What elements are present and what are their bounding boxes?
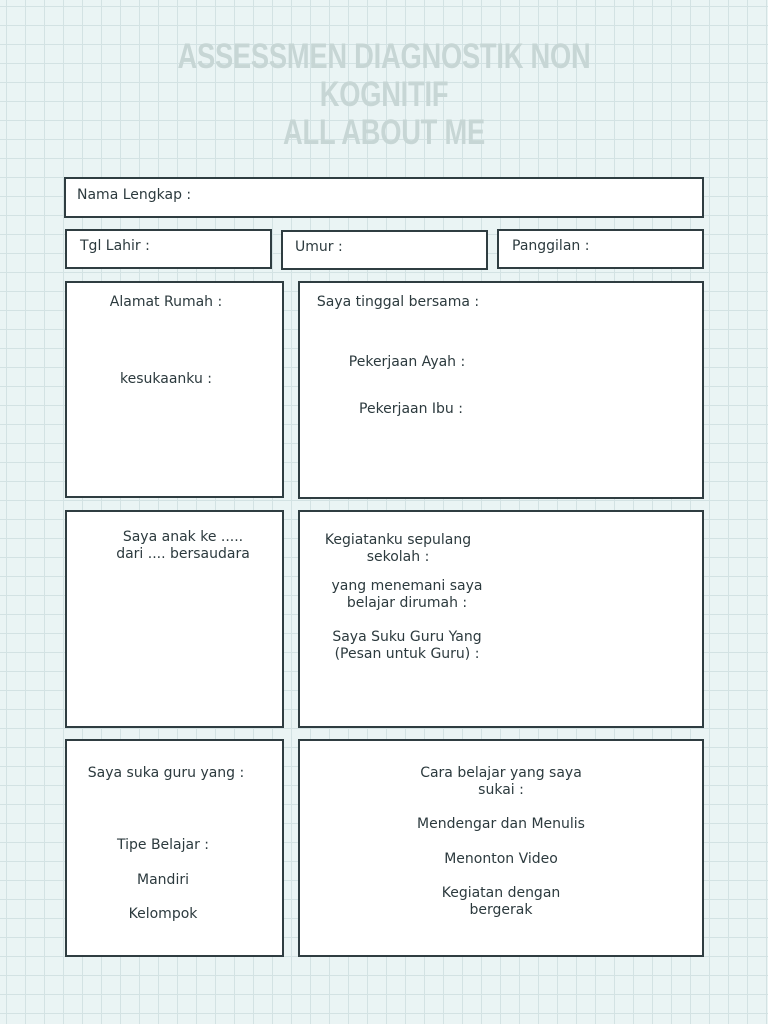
umur-label: Umur : [295,239,343,255]
option-mandiri: Mandiri [137,872,189,888]
pekerjaan-ayah-label: Pekerjaan Ayah : [348,354,466,370]
tgl-lahir-label: Tgl Lahir : [80,238,150,254]
keluarga-box[interactable] [298,281,704,499]
option-menonton-video: Menonton Video [444,851,558,867]
option-mendengar-menulis: Mendengar dan Menulis [417,816,585,832]
option-kelompok: Kelompok [128,906,198,922]
page-title [84,38,683,152]
alamat-box[interactable] [65,281,284,498]
kegiatan-sepulang-label: Kegiatanku sepulang sekolah : [324,532,472,565]
kesukaan-label: kesukaanku : [120,371,212,387]
cara-belajar-label: Cara belajar yang saya sukai : [420,765,582,798]
nama-lengkap-label: Nama Lengkap : [77,187,192,203]
pekerjaan-ibu-label: Pekerjaan Ibu : [359,401,463,417]
title-line-2: KOGNITIF [319,75,449,114]
panggilan-label: Panggilan : [512,238,590,254]
suka-guru-label: Saya suka guru yang : [87,765,245,781]
pesan-guru-label: Saya Suku Guru Yang (Pesan untuk Guru) : [332,629,482,662]
title-line-1: ASSESSMEN DIAGNOSTIK NON [177,37,591,76]
title-line-3: ALL ABOUT ME [283,113,485,152]
menemani-belajar-label: yang menemani saya belajar dirumah : [331,578,483,611]
tinggal-bersama-label: Saya tinggal bersama : [316,294,480,310]
tipe-belajar-label: Tipe Belajar : [116,837,210,853]
option-kegiatan-bergerak: Kegiatan dengan bergerak [441,885,561,918]
anak-ke-label: Saya anak ke ..... dari .... bersaudara [116,529,250,562]
alamat-rumah-label: Alamat Rumah : [109,294,223,310]
